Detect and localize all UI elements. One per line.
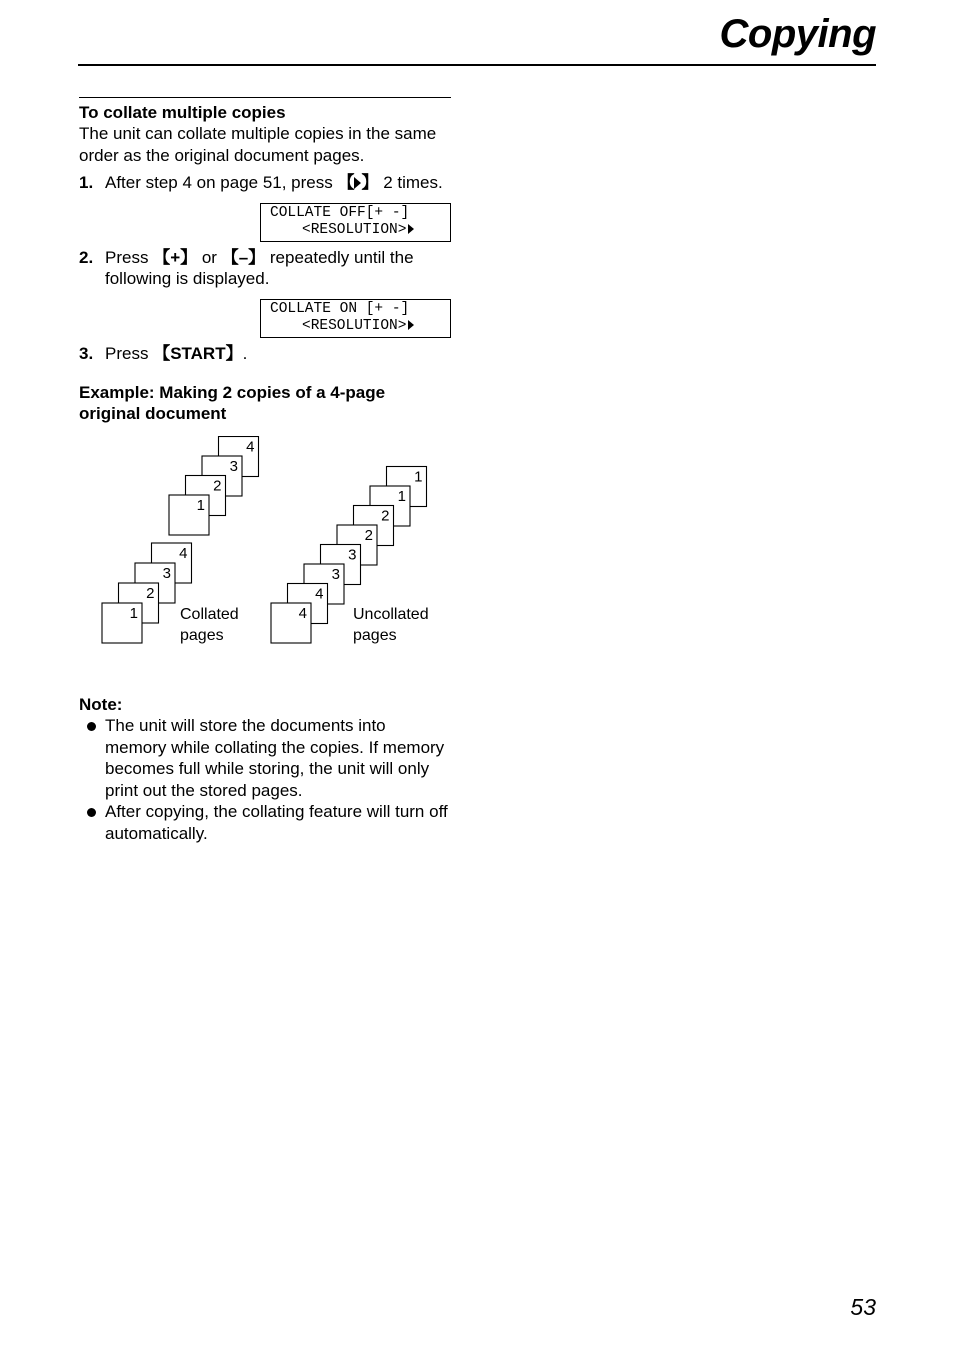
step-1	[79, 172, 451, 194]
right-arrow-icon	[408, 320, 414, 330]
uncollated-label: pages	[353, 627, 397, 644]
step-text-end: 2 times.	[378, 173, 443, 192]
page-number-label: 2	[146, 585, 155, 602]
page-number-label: 1	[196, 497, 205, 514]
bullet-icon	[87, 722, 96, 731]
page-number-label: 4	[246, 438, 255, 456]
step-number: 2.	[79, 247, 94, 267]
step-2	[79, 247, 451, 290]
lcd-line-2-text: <RESOLUTION>	[302, 222, 407, 238]
original-page	[169, 495, 209, 535]
lcd-line-1: COLLATE OFF[+ -]	[270, 204, 410, 221]
section-intro: The unit can collate multiple copies in the same order as the original document pages.	[79, 124, 437, 165]
note-text: After copying, the collating feature will turn off automatically.	[105, 802, 448, 843]
page-number-label: 3	[229, 458, 238, 475]
note-title: Note:	[79, 695, 123, 714]
start-key: 【START】	[153, 343, 243, 363]
page-number: 53	[850, 1294, 876, 1320]
page-number-label: 4	[179, 545, 188, 562]
collated-label: pages	[180, 627, 224, 644]
header-rule	[78, 64, 876, 66]
uncollated-label: Uncollated	[353, 606, 429, 623]
page-number-label: 1	[129, 605, 138, 622]
step-text: Press	[105, 343, 154, 363]
main-column	[79, 97, 451, 844]
collation-diagram-svg	[79, 436, 451, 666]
step-number: 1.	[79, 173, 94, 192]
step-number: 3.	[79, 343, 94, 363]
page-number-label: 3	[348, 546, 357, 564]
step-text-or: or	[197, 247, 222, 267]
page-number-label: 2	[364, 527, 373, 544]
section-rule	[79, 97, 451, 98]
collated-page	[102, 603, 142, 643]
note-text: The unit will store the documents into memory while collating the copies. If memory becomes full while storing, the unit will only print out the stored pages.	[105, 716, 445, 800]
step-text-end: repeatedly until the following is displayed.	[105, 247, 414, 288]
page-number-label: 1	[414, 468, 423, 486]
page-number-label: 3	[162, 565, 171, 582]
step-3	[79, 343, 451, 365]
collated-label: Collated	[180, 606, 239, 623]
minus-key: 【–】	[221, 247, 266, 267]
page-number-label: 2	[213, 477, 222, 495]
chapter-title: Copying	[719, 12, 876, 56]
lcd-display-collate-off	[260, 203, 451, 242]
page-number-label: 4	[298, 605, 307, 622]
lcd-line-2-text: <RESOLUTION>	[302, 318, 407, 334]
lcd-line-2	[262, 318, 449, 336]
bracket-close: 】	[361, 173, 379, 192]
lcd-line-1: COLLATE ON [+ -]	[270, 300, 410, 317]
right-arrow-icon	[408, 224, 414, 234]
bracket-open: 【	[337, 173, 355, 192]
section-title: To collate multiple copies	[79, 103, 286, 122]
page-number-label: 3	[331, 566, 340, 583]
step-text-end: .	[242, 343, 248, 363]
uncollated-page	[271, 603, 311, 643]
bullet-icon	[87, 808, 96, 817]
page-number-label: 2	[381, 507, 390, 525]
example-title: Example: Making 2 copies of a 4-page original document	[79, 383, 386, 423]
note-item	[79, 715, 451, 801]
lcd-line-2	[262, 222, 449, 240]
note-item	[79, 801, 451, 844]
page-number-label: 1	[397, 488, 406, 505]
page-number-label: 4	[315, 585, 324, 603]
step-text: After step 4 on page 51, press	[105, 173, 338, 192]
collation-diagram	[79, 436, 451, 666]
lcd-display-collate-on	[260, 299, 451, 338]
plus-key: 【+】	[153, 247, 198, 267]
step-text: Press	[105, 247, 154, 267]
